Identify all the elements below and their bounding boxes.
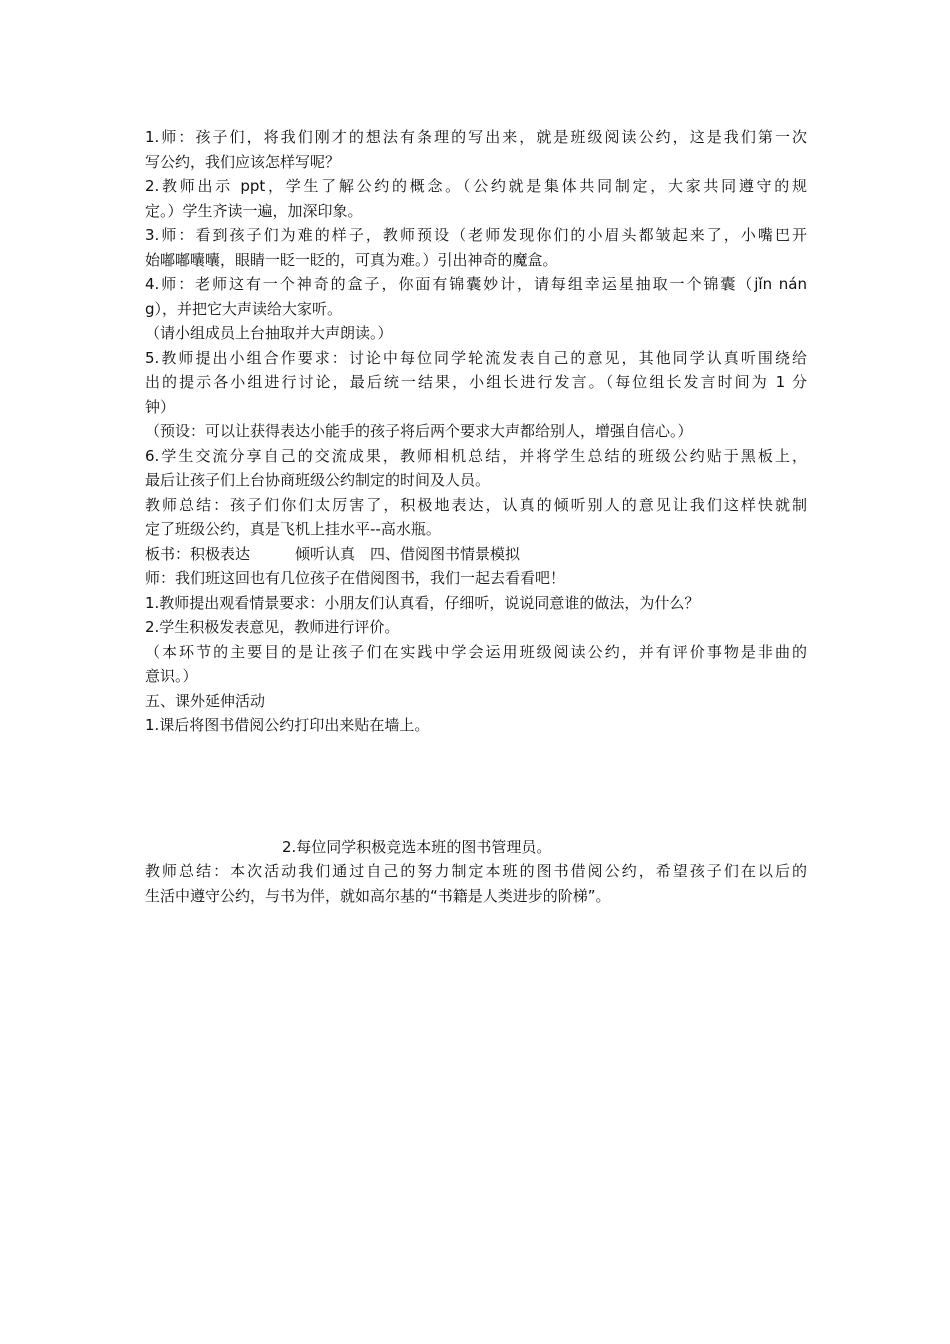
text-line: （本环节的主要目的是让孩子们在实践中学会运用班级阅读公约，并有评价事物是非曲的 <box>145 642 807 661</box>
text-line: 教师总结：孩子们你们太厉害了，积极地表达，认真的倾听别人的意见让我们这样快就制 <box>145 495 807 514</box>
text-line: 6.学生交流分享自己的交流成果，教师相机总结，并将学生总结的班级公约贴于黑板上， <box>145 446 807 465</box>
text-line: 2.教师出示 ppt，学生了解公约的概念。（公约就是集体共同制定，大家共同遵守的规 <box>145 177 807 195</box>
text-line: 1.师：孩子们，将我们刚才的想法有条理的写出来，就是班级阅读公约，这是我们第一次 <box>145 128 807 146</box>
text-line: 5.教师提出小组合作要求：讨论中每位同学轮流发表自己的意见，其他同学认真听围绕给 <box>145 348 807 367</box>
text-line: （请小组成员上台抽取并大声朗读。） <box>145 324 393 342</box>
blank-space <box>145 738 807 835</box>
text-line: 1.课后将图书借阅公约打印出来贴在墙上。 <box>145 716 430 734</box>
text-line: 意识。） <box>145 667 198 685</box>
text-line: 最后让孩子们上台协商班级公约制定的时间及人员。 <box>145 471 491 489</box>
text-line: 生活中遵守公约，与书为伴，就如高尔基的“书籍是人类进步的阶梯”。 <box>145 886 611 905</box>
text-line: 出的提示各小组进行讨论，最后统一结果，小组长进行发言。（每位组长发言时间为 1 分 <box>145 373 807 391</box>
text-line: 定了班级公约，真是飞机上挂水平--高水瓶。 <box>145 520 441 538</box>
section-heading: 五、课外延伸活动 <box>145 691 266 710</box>
text-line: 2.每位同学积极竞选本班的图书管理员。 <box>282 837 552 856</box>
text-line: 写公约，我们应该怎样写呢？ <box>145 152 341 171</box>
text-line: g），并把它大声读给大家听。 <box>145 299 343 318</box>
text-line: 1.教师提出观看情景要求：小朋友们认真看，仔细听，说说同意谁的做法，为什么？ <box>145 593 700 612</box>
text-line: 4.师：老师这有一个神奇的盒子，你面有锦囊妙计，请每组幸运星抽取一个锦囊（jǐn nán <box>145 275 807 293</box>
text-line: 始嘟嘟囔囔，眼睛一眨一眨的，可真为难。）引出神奇的魔盒。 <box>145 250 558 269</box>
text-line: 定。）学生齐读一遍，加深印象。 <box>145 201 363 220</box>
text-line: （预设：可以让获得表达小能手的孩子将后两个要求大声都给别人，增强自信心。） <box>145 422 693 440</box>
text-line: 师：我们班这回也有几位孩子在借阅图书，我们一起去看看吧！ <box>145 569 566 587</box>
text-line: 钟） <box>145 397 176 416</box>
text-line: 2.学生积极发表意见，教师进行评价。 <box>145 618 400 636</box>
text-line: 3.师：看到孩子们为难的样子，教师预设（老师发现你们的小眉头都皱起来了，小嘴巴开 <box>145 226 807 244</box>
text-line: 板书：积极表达 倾听认真 四、借阅图书情景模拟 <box>145 544 521 563</box>
text-line: 教师总结：本次活动我们通过自己的努力制定本班的图书借阅公约，希望孩子们在以后的 <box>145 862 807 880</box>
document-body <box>145 125 807 908</box>
